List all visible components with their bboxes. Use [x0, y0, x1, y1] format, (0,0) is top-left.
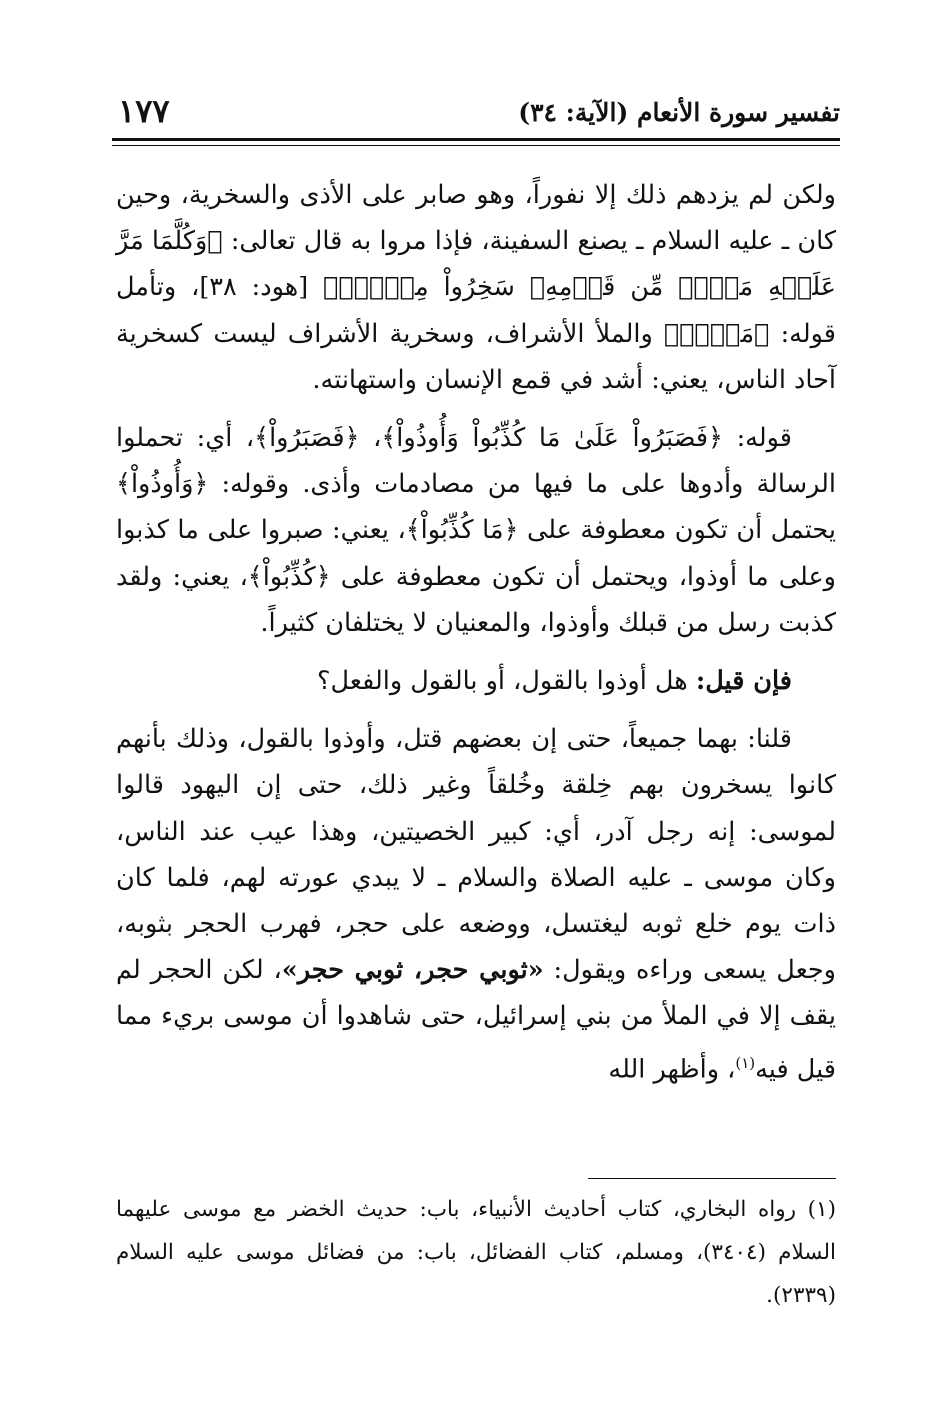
page-number: ١٧٧	[118, 92, 170, 130]
header-rule-thin	[112, 145, 840, 146]
running-title: تفسير سورة الأنعام (الآية: ٣٤)	[518, 98, 840, 127]
paragraph	[116, 658, 836, 704]
question-lead: فإن قيل:	[695, 666, 792, 697]
quoted-speech: «ثوبي حجر، ثوبي حجر»	[281, 955, 544, 986]
paragraph	[116, 716, 836, 1092]
answer-text-end: ، وأظهر الله	[608, 1054, 736, 1085]
answer-text-cont: ، لكن الحجر لم يقف إلا في الملأ من بني إسرائيل، حتى شاهدوا أن موسى بريء مما قيل فيه	[116, 955, 836, 1085]
page-header	[118, 92, 840, 136]
header-rule-thick	[112, 138, 840, 141]
answer-text: قلنا: بهما جميعاً، حتى إن بعضهم قتل، وأوذوا بالقول، وذلك بأنهم كانوا يسخرون بهم خِلقة وخُلقاً وغير ذلك، حتى إن اليهود قالوا لموسى: إنه رجل آدر، أي: كبير الخصيتين، وهذا عيب عند الناس، وكان موسى ـ عليه الصلاة والسلام ـ لا يبدي عورته لهم، فلما كان ذات يوم خلع ثوبه ليغتسل، ووضعه على حجر، فهرب الحجر بثوبه، وجعل يسعى وراءه ويقول:	[116, 724, 836, 986]
footnote-ref: (١)	[735, 1053, 756, 1072]
footnote-text: (١) رواه البخاري، كتاب أحاديث الأنبياء، باب: حديث الخضر مع موسى عليهما السلام (٣٤٠٤)، ومسلم، كتاب الفضائل، باب: من فضائل موسى عليه السلام (٢٣٣٩).	[116, 1197, 836, 1308]
paragraph: ولكن لم يزدهم ذلك إلا نفوراً، وهو صابر على الأذى والسخرية، وحين كان ـ عليه السلام ـ يصنع السفينة، فإذا مروا به قال تعالى: ﴿وَكُلَّمَا مَرَّ عَلَيۡهِ مَلَأٞ مِّن قَوۡمِهِۦ سَخِرُواْ مِنۡهُۚ﴾ [هود: ٣٨]، وتأمل قوله: ﴿مَلَأٞ﴾ والملأ الأشراف، وسخرية الأشراف ليست كسخرية آحاد الناس، يعني: أشد في قمع الإنسان واستهانته.	[116, 180, 837, 395]
footnote-separator	[588, 1178, 836, 1179]
footnote	[116, 1188, 836, 1317]
paragraph: قوله: ﴿فَصَبَرُواْ عَلَىٰ مَا كُذِّبُواْ وَأُوذُواْ﴾، ﴿فَصَبَرُواْ﴾، أي: تحملوا الرسالة وأدوها على ما فيها من مصادمات وأذى. وقوله: ﴿وَأُوذُواْ﴾ يحتمل أن تكون معطوفة على ﴿مَا كُذِّبُواْ﴾، يعني: صبروا على ما كذبوا وعلى ما أوذوا، ويحتمل أن تكون معطوفة على ﴿كُذِّبُواْ﴾، يعني: ولقد كذبت رسل من قبلك وأوذوا، والمعنيان لا يختلفان كثيراً.	[116, 423, 836, 638]
main-text	[116, 172, 836, 1104]
question-text: هل أوذوا بالقول، أو بالقول والفعل؟	[316, 666, 696, 697]
